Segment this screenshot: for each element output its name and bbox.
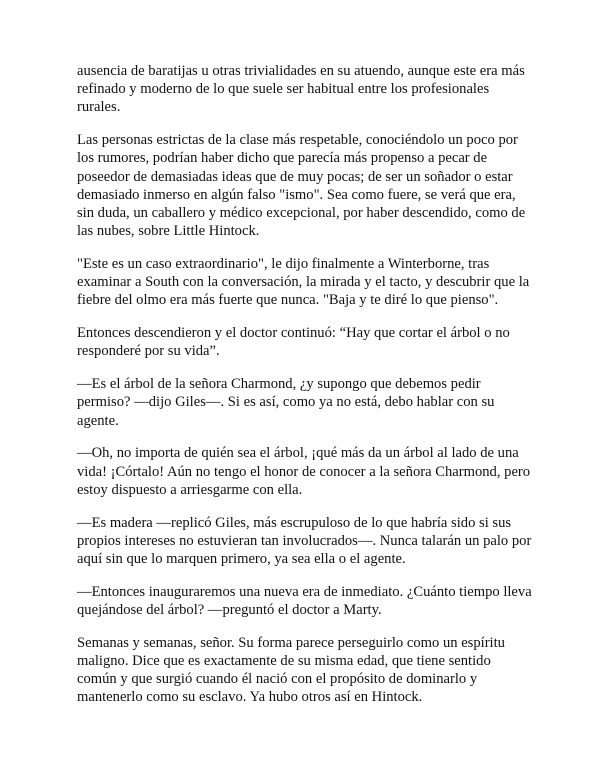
paragraph: —Oh, no importa de quién sea el árbol, ¡qué más da un árbol al lado de una vida! ¡Córtalo! Aún no tengo el honor de conocer a la señora Charmond, pero estoy dispuesto a arriesgarme con ella. bbox=[77, 445, 531, 498]
paragraph: Las personas estrictas de la clase más respetable, conociéndolo un poco por los rumores, podrían haber dicho que parecía más propenso a pecar de poseedor de demasiadas ideas que de muy pocas; de ser un soñador o estar demasiado inmerso en algún falso "ismo". Sea como fuere, se verá que era, sin duda, un caballero y médico excepcional, por haber descendido, como de las nubes, sobre Little Hintock. bbox=[77, 132, 526, 240]
paragraph: —Es madera —replicó Giles, más escrupuloso de lo que habría sido si sus propios intereses no estuvieran tan involucrados—. Nunca talarán un palo por aquí sin que lo marquen primero, ya sea ella o el agente. bbox=[77, 514, 532, 568]
paragraph: —Es el árbol de la señora Charmond, ¿y supongo que debemos pedir permiso? —dijo Giles—. Si es así, como ya no está, debo hablar con su agente. bbox=[77, 376, 495, 429]
paragraph: ausencia de baratijas u otras trivialidades en su atuendo, aunque este era más refinado y moderno de lo que suele ser habitual entre los profesionales rurales. bbox=[77, 63, 525, 116]
paragraph: Entonces descendieron y el doctor continuó: “Hay que cortar el árbol o no responderé por su vida”. bbox=[77, 325, 510, 360]
paragraph: Semanas y semanas, señor. Su forma parece perseguirlo como un espíritu maligno. Dice que es exactamente de su misma edad, que tiene sentido común y que surgió cuando él nació con el propósito de dominarlo y mantenerlo como su esclavo. Ya hubo otros así en Hintock. bbox=[77, 634, 505, 706]
paragraph: "Este es un caso extraordinario", le dijo finalmente a Winterborne, tras examinar a South con la conversación, la mirada y el tacto, y descubrir que la fiebre del olmo era más fuerte que nunca. "Baja y te diré lo que pienso". bbox=[77, 256, 530, 309]
paragraph: —Entonces inauguraremos una nueva era de inmediato. ¿Cuánto tiempo lleva quejándose del árbol? —preguntó el doctor a Marty. bbox=[77, 583, 532, 619]
document-page bbox=[77, 62, 532, 721]
